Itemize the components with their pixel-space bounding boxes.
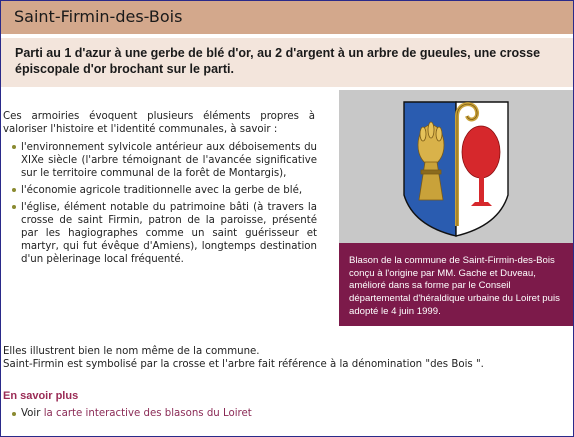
- bullet-icon: [12, 188, 16, 192]
- coat-of-arms-panel: [339, 90, 573, 243]
- coat-of-arms-image: [339, 90, 573, 243]
- list-item-text: l'église, élément notable du patrimoine bâti (à travers la crosse de saint Firmin, patron de la paroisse, présenté par les hagiographes comme un saint guérisseur et martyr, qui fut évêque d'Amiens), longtemps destination d'un pèlerinage local fréquenté.: [21, 202, 317, 265]
- more-info-prefix: Voir: [21, 408, 41, 419]
- blazon-description: Parti au 1 d'azur à une gerbe de blé d'or, au 2 d'argent à un arbre de gueules, une crosse épiscopale d'or brochant sur le parti.: [15, 46, 541, 76]
- list-item-text: l'économie agricole traditionnelle avec la gerbe de blé,: [21, 185, 303, 196]
- elements-list: [11, 141, 317, 270]
- list-item-text: l'environnement sylvicole antérieur aux déboisements du XIXe siècle (l'arbre témoignant de l'avancée significative sur le territoire communal de la forêt de Montargis),: [21, 142, 317, 179]
- page-title: Saint-Firmin-des-Bois: [14, 7, 183, 26]
- image-caption-box: [339, 243, 573, 326]
- more-info-item: [11, 408, 252, 419]
- bullet-icon: [12, 205, 16, 209]
- closing-line-1: Elles illustrent bien le nom même de la commune.: [3, 346, 260, 357]
- bullet-icon: [12, 412, 16, 416]
- bullet-icon: [12, 145, 16, 149]
- intro-paragraph: Ces armoiries évoquent plusieurs éléments propres à valoriser l'histoire et l'identité communales, à savoir :: [3, 111, 315, 135]
- image-caption: Blason de la commune de Saint-Firmin-des-Bois conçu à l'origine par MM. Gache et Duveau, amélioré dans sa forme par le Conseil départemental d'héraldique urbaine du Loiret puis adopté le 4 juin 1999.: [349, 255, 560, 317]
- closing-paragraph: [3, 345, 543, 371]
- list-item: [11, 141, 317, 180]
- more-info-heading: En savoir plus: [3, 390, 79, 402]
- list-item: [11, 201, 317, 266]
- list-item: [11, 184, 317, 197]
- interactive-map-link[interactable]: la carte interactive des blasons du Loiret: [43, 408, 252, 419]
- closing-line-2: Saint-Firmin est symbolisé par la crosse et l'arbre fait référence à la dénomination "des Bois ".: [3, 359, 484, 370]
